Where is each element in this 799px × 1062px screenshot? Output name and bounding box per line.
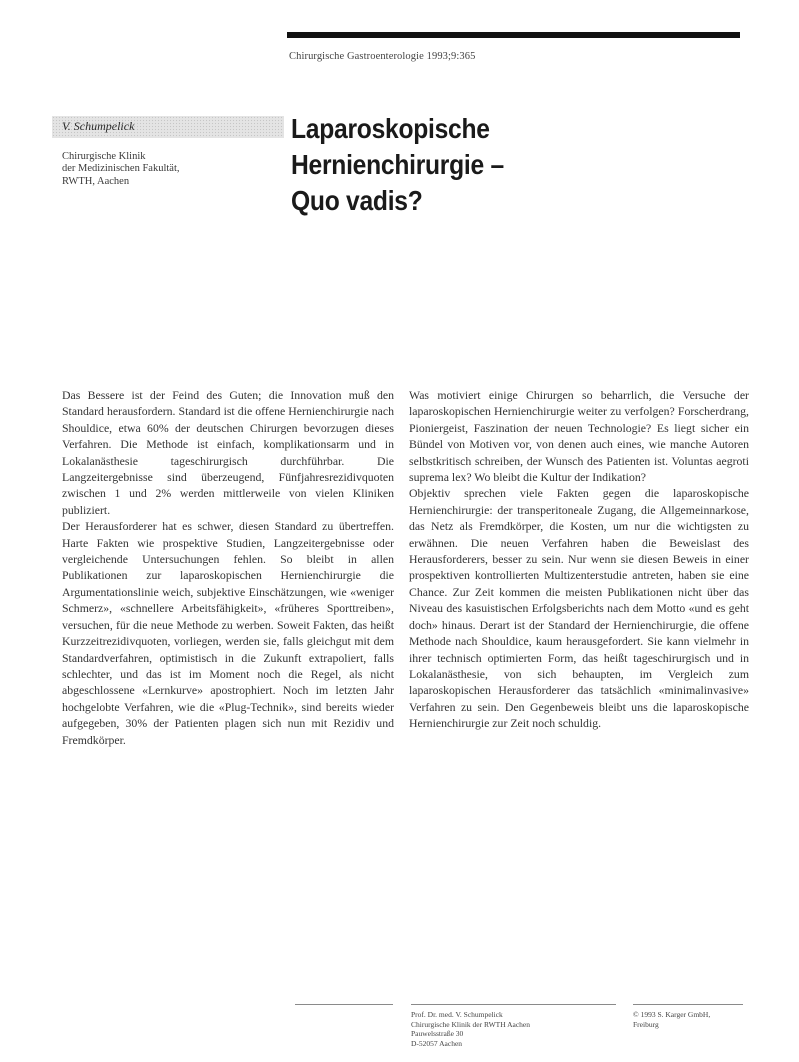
affiliation-line: Chirurgische Klinik [62,151,146,162]
copyright-notice [633,1010,710,1029]
header-rule [287,32,740,38]
copyright-line: Freiburg [633,1019,659,1029]
address-line: Pauwelsstraße 30 [411,1029,464,1038]
article-title [291,111,721,219]
address-line: D-52057 Aachen [411,1038,463,1048]
author-affiliation [62,151,180,188]
footer-rule [411,1004,616,1005]
affiliation-line: RWTH, Aachen [62,175,130,187]
footer-rule [633,1004,743,1005]
body-column-right [409,387,749,732]
title-line: Hernienchirurgie – [291,149,504,180]
journal-citation: Chirurgische Gastroenterologie 1993;9:365 [289,51,476,62]
author-name: V. Schumpelick [62,119,135,133]
author-band [52,116,284,138]
correspondence-address [411,1010,530,1048]
body-paragraph: Was motiviert einige Chirurgen so beharrlich, die Versuche der laparoskopischen Hernienchirurgie weiter zu verfolgen? Forscherdrang, Pioniergeist, Faszination der neuen Technologie? Es liegt sicher ein Bündel von Motiven vor, von denen auch eines, wie manche Autoren selbstkritisch schreiben, der Wunsch des Patienten ist. Voluntas aegroti suprema lex? Wo bleibt die Kultur der Indikation? [409,388,749,485]
copyright-line: © 1993 S. Karger GmbH, [633,1010,711,1019]
address-line: Prof. Dr. med. V. Schumpelick [411,1010,503,1019]
title-line: Laparoskopische [291,113,490,144]
body-paragraph: Das Bessere ist der Feind des Guten; die Innovation muß den Standard herausfordern. Standard ist die offene Hernienchirurgie nach Shouldice, etwa 60% der deutschen Chirurgen bevorzugen dieses Verfahren. Die Methode ist einfach, komplikationsarm und in Lokalanästhesie tageschirurgisch durchführbar. Die Langzeitergebnisse sind überzeugend, Fünfjahresrezidivquoten zwischen 1 und 2% werden mittlerweile von vielen Kliniken publiziert. [62,388,394,517]
affiliation-line: der Medizinischen Fakultät, [62,163,180,175]
address-line: Chirurgische Klinik der RWTH Aachen [411,1019,531,1029]
footer-rule [295,1004,393,1005]
body-paragraph: Objektiv sprechen viele Fakten gegen die laparoskopische Hernienchirurgie: der transperitoneale Zugang, die Allgemeinnarkose, das Netz als Fremdkörper, die Kosten, um nur die wichtigsten zu erwähnen. Die neuen Verfahren haben die Beweislast des Herausforderers, besser zu sein. Nur wenn sie diesen Beweis in einer prospektiven kontrollierten Multizenterstudie antreten, haben sie eine Chance. Zur Zeit kommen die meisten Publikationen nicht über das Niveau des kasuistischen Erfolgsberichts nach dem Motto «und es geht doch» hinaus. Derart ist der Standard der Hernienchirurgie, die offene Methode nach Shouldice, kaum herausgefordert. Sie kann vielmehr in ihrer technisch optimierten Form, das heißt tageschirurgisch und in Lokalanästhesie, von sich behaupten, im Vergleich zum laparoskopischen Herausforderer das tatsächlich «minimalinvasive» Verfahren zu sein. Den Gegenbeweis bleibt uns die laparoskopische Hernienchirurgie zur Zeit noch schuldig. [409,486,749,731]
body-paragraph: Der Herausforderer hat es schwer, diesen Standard zu übertreffen. Harte Fakten wie prospektive Studien, Langzeitergebnisse oder vergleichende Untersuchungen fehlen. So bleibt in allen Publikationen zur laparoskopischen Hernienchirurgie die Argumentationslinie weich, subjektive Einschätzungen, wie «weniger Schmerz», «schnellere Arbeitsfähigkeit», «früheres Sporttreiben», versuchen, für die neue Methode zu werben. Soweit Fakten, das heißt Kurzzeitrezidivquoten, vorliegen, werden sie, falls gleichgut mit dem Standardverfahren, optimistisch in die Zukunft extrapoliert, falls schlechter, und das ist im Moment noch die Regel, als nicht abgeschlossene «Lernkurve» apostrophiert. Noch im letzten Jahr hochgelobte Verfahren, wie die «Plug-Technik», sind bereits wieder aufgegeben, 30% der Patienten plagen sich nun mit Rezidiv und Fremdkörper. [62,519,394,747]
title-line: Quo vadis? [291,185,423,216]
body-column-left [62,387,394,748]
